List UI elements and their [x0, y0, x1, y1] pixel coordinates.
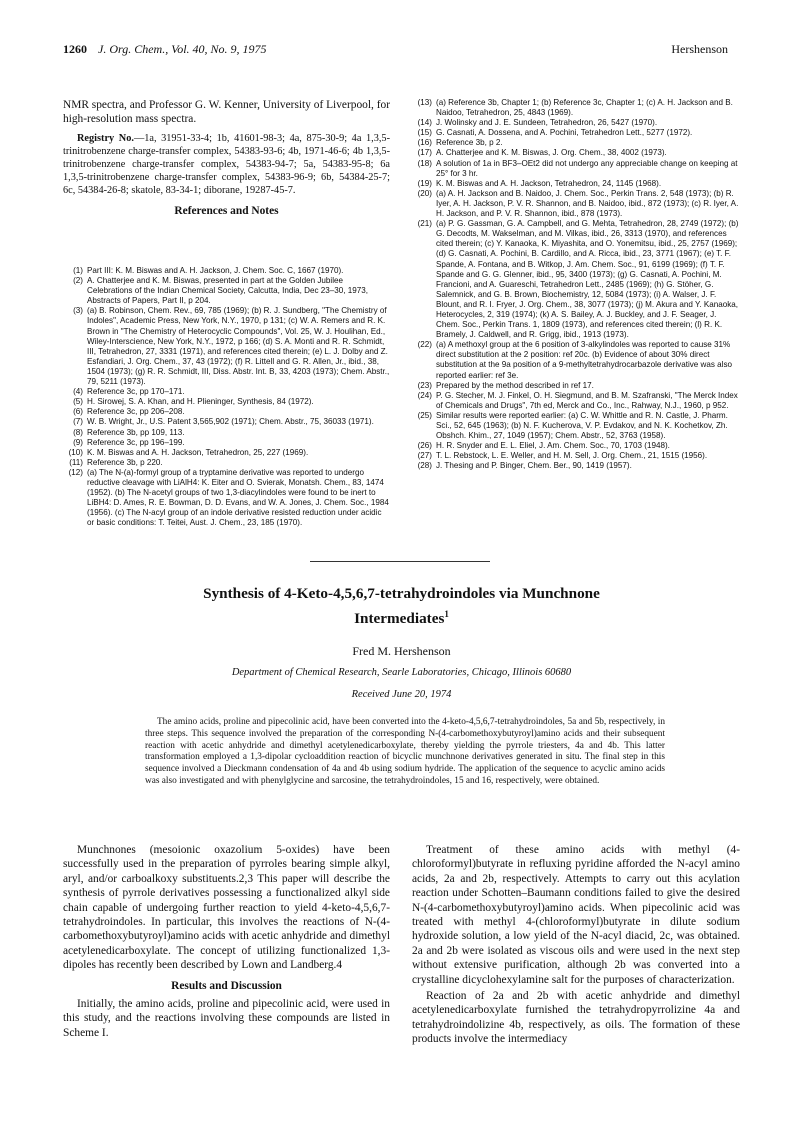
- reference-text: Reference 3c, pp 170–171.: [87, 387, 185, 397]
- abstract: The amino acids, proline and pipecolinic acid, have been converted into the 4-keto-4,5,6,7-tetrahydroindoles, 5a and 5b, respectively, in three steps. This sequence involved the preparation of the corresponding N-(4-carbomethoxybutyroyl)amino acids and their subsequent reaction with acetic anhydride and dimethyl acetylenedicarboxylate, thereby yielding the pyrrole triesters, 4a and 4b. This latter transformation employed a 1,3-dipolar cycloaddition reaction of bicyclic munchnone derivatives generated in situ. The final step in this sequence involved a Dieckmann condensation of 4a and 4b using sodium hydride. The application of the sequence to acyclic amino acids was also investigated and with phenylglycine and sarcosine, the tetrahydroindoles, 15 and 16, respectively, were obtained.: [145, 717, 665, 786]
- reference-text: Reference 3b, p 2.: [436, 138, 503, 148]
- reference-text: H. R. Snyder and E. L. Eliel, J. Am. Chem. Soc., 70, 1703 (1948).: [436, 441, 670, 451]
- reference-item: [63, 306, 390, 387]
- reference-text: Reference 3c, pp 196–199.: [87, 437, 185, 447]
- reference-item: [412, 128, 740, 138]
- reference-number: (16): [417, 138, 432, 148]
- reference-item: [63, 407, 390, 417]
- reference-number: (14): [417, 118, 432, 128]
- body-left-column: [63, 843, 390, 1040]
- reference-item: [63, 468, 390, 529]
- reference-item: [63, 276, 390, 306]
- reference-text: Part III: K. M. Biswas and A. H. Jackson, J. Chem. Soc. C, 1667 (1970).: [87, 266, 344, 275]
- reference-item: [63, 438, 390, 448]
- reference-item: [412, 461, 740, 471]
- introduction-paragraph: Munchnones (mesoionic oxazolium 5-oxides) have been successfully used in the preparation of pyrroles bearing simple alkyl, aryl, and/or carboalkoxy substituents.2,3 This paper will describe the synthesis of pyrrole derivatives possessing a functionalized alkyl side chain capable of undergoing further reaction to yield 4-keto-4,5,6,7-tetrahydroindoles. In particular, this involves the reactions of N-(4-carbomethoxybutyroyl)amino acids with acetic anhydride and dimethyl acetylenedicarboxylate. The concept of utilizing functionalized 1,3-dipoles has recently been described by Lown and Landberg.4: [63, 844, 390, 972]
- reference-number: (15): [417, 128, 432, 138]
- registry-numbers: Registry No.—1a, 31951-33-4; 1b, 41601-98-3; 4a, 875-30-9; 4a 1,3,5-trinitrobenzene charge-transfer complex, 54383-93-6; 4b, 1971-46-6; 4b 1,3,5-trinitrobenzene charge-transfer complex, 54383-94-7; 5a, 54383-95-8; 6a 1,3,5-trinitrobenzene charge-transfer complex, 54383-96-9; 6b, 54384-25-7; 6c, 54384-26-8; skatole, 83-34-1; diborane, 19287-45-7.: [63, 132, 391, 197]
- reference-text: T. L. Rebstock, L. E. Weller, and H. M. Sell, J. Org. Chem., 21, 1515 (1956).: [436, 451, 708, 461]
- reference-number: (22): [417, 340, 432, 350]
- reference-text: H. Sirowej, S. A. Khan, and H. Plieninger, Synthesis, 84 (1972).: [87, 397, 314, 407]
- journal-citation: J. Org. Chem., Vol. 40, No. 9, 1975: [98, 42, 267, 56]
- reference-item: [412, 391, 740, 411]
- article-author: Fred M. Hershenson: [352, 644, 451, 658]
- reference-number: (26): [417, 441, 432, 451]
- reference-item: [412, 179, 740, 189]
- reference-item: [412, 451, 740, 461]
- article-title: Synthesis of 4-Keto-4,5,6,7-tetrahydroindoles via Munchnone Intermediates$^1$: [203, 585, 600, 628]
- reference-item: [412, 159, 740, 179]
- reference-text: (a) B. Robinson, Chem. Rev., 69, 785 (1969); (b) R. J. Sundberg, "The Chemistry of Indoles", Academic Press, New York, N.Y., 1970, p 131; (c) W. A. Remers and R. K. Brown in "The Chemistry of Heterocyclic Compounds", Vol. 25, W. J. Houlihan, Ed., Wiley-Interscience, New York, N.Y., 1972, p 166; (d) S. A. Monti and R. R. Schmidt, III, Tetrahedron, 27, 3331 (1971), and references cited therein; (e) L. J. Dolby and Z. Esfandiari, J. Org. Chem., 37, 43 (1972); (f) R. Littell and G. R. Allen, Jr., ibid., 38, 1504 (1973); (g) R. R. Schmidt, III, Diss. Abstr. Int. B, 33, 4203 (1973); Chem. Abstr., 79, 5211 (1973).: [87, 306, 390, 387]
- reference-text: K. M. Biswas and A. H. Jackson, Tetrahedron, 25, 227 (1969).: [87, 447, 309, 457]
- reference-item: [412, 189, 740, 219]
- reference-text: (a) A. H. Jackson and B. Naidoo, J. Chem. Soc., Perkin Trans. 2, 548 (1973); (b) R. Iyer, A. H. Jackson, P. V. R. Shannon, and B. Naidoo, ibid., 872 (1973); (c) R. Iyer, A. H. Jackson, and P. V. R. Shannon, ibid., 878 (1973).: [436, 188, 739, 219]
- references-list-right: [412, 98, 740, 471]
- reference-number: (23): [417, 380, 432, 390]
- reference-item: [412, 381, 740, 391]
- left-column-top: [63, 98, 390, 219]
- reference-number: (20): [417, 188, 432, 198]
- reference-number: (9): [73, 437, 83, 447]
- reference-text: (a) A methoxyl group at the 6 position of 3-alkylindoles was reported to cause 31% direct substitution at the 2 position: ref 20c. (b) Evidence of about 30% direct substitution at the 9a position of a 9-methyltetrahydrocarbazole derivative was also reported earlier: ref 3e.: [436, 340, 733, 380]
- reference-number: (8): [73, 427, 83, 437]
- reference-item: [412, 148, 740, 158]
- reference-text: (a) The N-(a)-formyl group of a tryptamine derivative was reported to undergo reductive cleavage with LiAlH4: K. Eiter and O. Svierak, Monatsh. Chem., 83, 1474 (1952). (b) The N-acetyl groups of two 1,3-diacylindoles were found to be inert to LiBH4: D. Ames, R. E. Bowman, D. D. Evans, and W. A. Jones, J. Chem. Soc., 1984 (1956). (c) The N-acyl group of an indole derivative resisted reduction under acidic or basic conditions: T. Teitei, Aust. J. Chem., 23, 185 (1970).: [87, 467, 389, 528]
- reference-item: [412, 98, 740, 118]
- received-date: Received June 20, 1974: [351, 689, 452, 700]
- right-paragraph-1: Treatment of these amino acids with methyl (4-chloroformyl)butyrate in refluxing pyridine afforded the N-acyl amino acids, 2a and 2b, respectively. Attempts to carry out this acylation reaction under Schotten–Baumann conditions failed to give the desired N-(4-carbomethoxybutyroyl)amino acids. When pipecolinic acid was treated with methyl 4-(chloroformyl)butyrate in dilute sodium hydroxide solution, a low yield of the N-acyl diacid, 2c, was obtained. 2a and 2b were isolated as viscous oils and were used in the next step without extensive purification, although 2b was converted into a crystalline dicyclohexylamine salt for the purposes of characterization.: [412, 844, 740, 986]
- page-header: [63, 42, 267, 57]
- reference-text: Similar results were reported earlier: (a) C. W. Whittle and R. N. Castle, J. Pharm. Sci., 52, 645 (1963); (b) N. F. Kucherova, V. P. Evdakov, and N. K. Kochetkov, Zh. Obshch. Khim., 27, 1049 (1957); Chem. Abstr., 52, 3763 (1958).: [436, 410, 728, 441]
- reference-item: [412, 441, 740, 451]
- reference-item: [412, 138, 740, 148]
- reference-number: (5): [73, 397, 83, 407]
- reference-text: (a) Reference 3b, Chapter 1; (b) Reference 3c, Chapter 1; (c) A. H. Jackson and B. Naidoo, Tetrahedron, 25, 4843 (1969).: [436, 98, 733, 118]
- reference-number: (24): [417, 390, 432, 400]
- reference-number: (11): [69, 457, 83, 467]
- reference-item: [63, 428, 390, 438]
- reference-number: (19): [417, 178, 432, 188]
- reference-text: G. Casnati, A. Dossena, and A. Pochini, Tetrahedron Lett., 5277 (1972).: [436, 128, 693, 138]
- reference-text: Prepared by the method described in ref 17.: [436, 380, 594, 390]
- reference-number: (10): [68, 447, 83, 457]
- reference-number: (27): [417, 451, 432, 461]
- reference-text: Reference 3b, p 220.: [87, 457, 163, 467]
- reference-text: Reference 3b, pp 109, 113.: [87, 427, 185, 437]
- reference-number: (3): [73, 306, 83, 316]
- references-heading: References and Notes: [174, 205, 279, 218]
- reference-text: (a) P. G. Gassman, G. A. Campbell, and G. Mehta, Tetrahedron, 28, 2749 (1972); (b) G. Decodts, M. Wakselman, and M. Vilkas, ibid., 26, 3313 (1970), and references cited therein; (c) Y. Kanaoka, K. Miyashita, and O. Yonemitsu, ibid., 25, 2757 (1969); (d) G. Casnati, A. Pochini, B. Cardillo, and A. Ricca, ibid., 23, 3771 (1967); (e) T. F. Spande, A. Fontana, and B. Witkop, J. Am. Chem. Soc., 91, 6199 (1969); (f) T. F. Spande and G. G. Glenner, ibid., 95, 3400 (1973); (g) G. Casnati, A. Pochini, M. Francioni, and A. Guareschi, Tetrahedron Lett., 2485 (1969); (h) G. Stöher, G. Salemnick, and G. B. Brown, Biochemistry, 12, 5084 (1973); (i) A. Walser, J. F. Blount, and R. I. Fryer, J. Org. Chem., 38, 3077 (1973); (j) M. Akura and Y. Kanaoka, Heterocycles, 2, 319 (1974); (k) A. S. Bailey, A. J. Buckley, and J. F. Seager, J. Chem. Soc., Perkin Trans. 1, 1809 (1973), and references cited therein; (l) R. K. Bramely, J. Caldwell, and R. Grigg, ibid., 1913 (1973).: [436, 219, 739, 340]
- reference-item: [63, 266, 390, 276]
- right-paragraph-2: Reaction of 2a and 2b with acetic anhydride and dimethyl acetylenedicarboxylate furnished the tetrahydropyrrolizine 4a and tetrahydroindolizine 4b, respectively, as oils. The formation of these products involve the intermediacy: [412, 990, 740, 1046]
- running-author: Hershenson: [671, 42, 728, 56]
- reference-item: [412, 118, 740, 128]
- reference-text: J. Wolinsky and J. E. Sundeen, Tetrahedron, 26, 5427 (1970).: [436, 118, 658, 128]
- reference-text: W. B. Wright, Jr., U.S. Patent 3,565,902 (1971); Chem. Abstr., 75, 36033 (1971).: [87, 417, 374, 427]
- references-list-left: [63, 266, 390, 528]
- reference-number: (28): [417, 461, 432, 471]
- acknowledgment-text: NMR spectra, and Professor G. W. Kenner, University of Liverpool, for high-resolution mass spectra.: [63, 99, 390, 126]
- reference-number: (12): [68, 467, 83, 477]
- page-number: 1260: [63, 42, 87, 56]
- reference-text: K. M. Biswas and A. H. Jackson, Tetrahedron, 24, 1145 (1968).: [436, 178, 662, 188]
- reference-number: (6): [73, 407, 83, 417]
- reference-text: A. Chatterjee and K. M. Biswas, J. Org. Chem., 38, 4002 (1973).: [436, 148, 667, 158]
- reference-number: (1): [73, 266, 83, 275]
- reference-item: [63, 448, 390, 458]
- reference-number: (4): [73, 387, 83, 397]
- reference-text: A solution of 1a in BF3–OEt2 did not undergo any appreciable change on keeping at 25° for 3 hr.: [436, 158, 738, 178]
- reference-item: [412, 411, 740, 441]
- body-right-column: [412, 843, 740, 1047]
- reference-text: A. Chatterjee and K. M. Biswas, presented in part at the Golden Jubilee Celebrations of the Indian Chemical Society, Calcutta, India, Dec 23–30, 1973, Abstracts of Papers, Part II, p 204.: [87, 276, 369, 306]
- results-heading: Results and Discussion: [171, 979, 282, 992]
- reference-item: [63, 387, 390, 397]
- reference-number: (2): [73, 276, 83, 286]
- reference-number: (17): [417, 148, 432, 158]
- reference-item: [63, 417, 390, 427]
- author-affiliation: Department of Chemical Research, Searle Laboratories, Chicago, Illinois 60680: [231, 667, 572, 678]
- reference-text: P. G. Stecher, M. J. Finkel, O. H. Siegmund, and B. M. Szafranski, "The Merck Index of Chemicals and Drugs", 7th ed, Merck and Co., Inc., Rahway, N.J., 1960, p 952.: [436, 390, 738, 410]
- reference-item: [412, 340, 740, 380]
- reference-number: (25): [417, 410, 432, 420]
- reference-item: [63, 397, 390, 407]
- reference-text: J. Thesing and P. Binger, Chem. Ber., 90, 1419 (1957).: [436, 461, 632, 471]
- reference-number: (7): [73, 417, 83, 427]
- reference-text: Reference 3c, pp 206–208.: [87, 407, 185, 417]
- results-paragraph: Initially, the amino acids, proline and pipecolinic acid, were used in this study, and the reactions involving these compounds are listed in Scheme I.: [63, 998, 390, 1039]
- reference-item: [412, 219, 740, 340]
- reference-item: [63, 458, 390, 468]
- reference-number: (13): [417, 98, 432, 107]
- article-separator: [310, 561, 490, 562]
- reference-number: (18): [417, 158, 432, 168]
- reference-number: (21): [417, 219, 432, 229]
